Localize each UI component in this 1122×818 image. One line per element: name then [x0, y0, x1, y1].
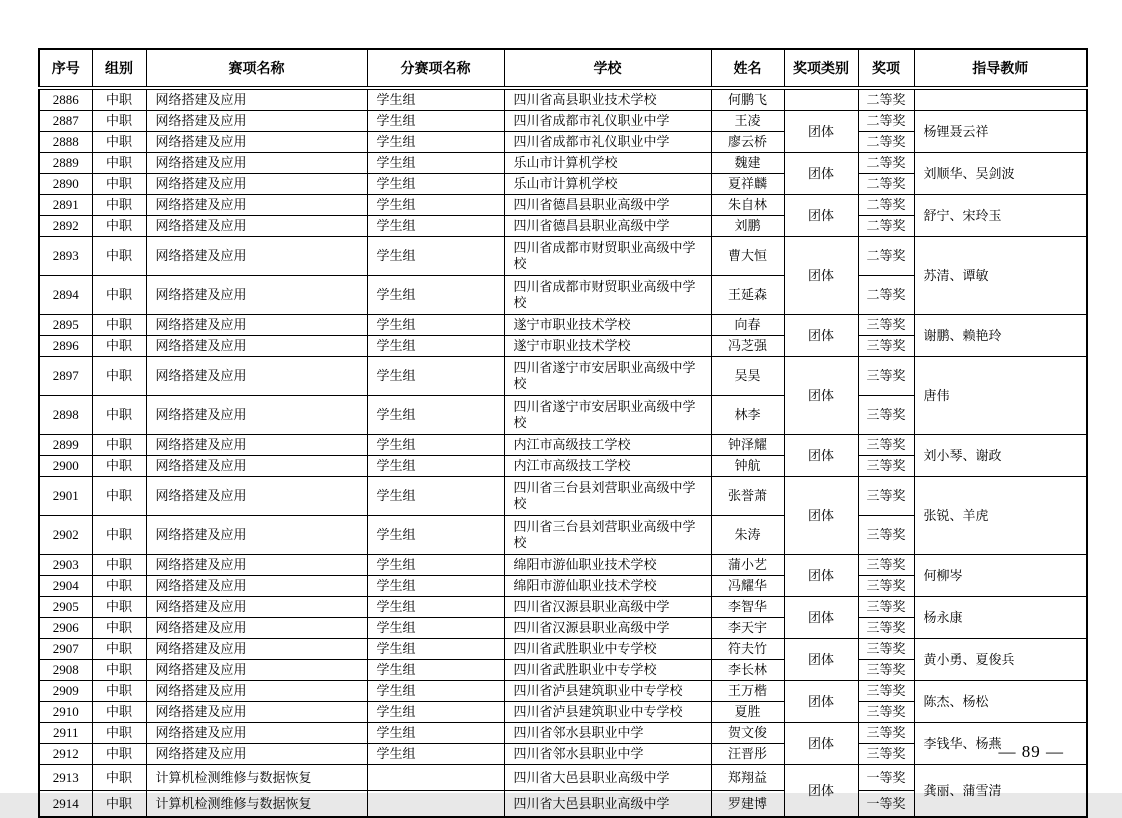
- cell-event-name: 网络搭建及应用: [146, 336, 367, 357]
- cell-group: 中职: [92, 456, 146, 477]
- cell-school: 四川省三台县刘营职业高级中学校: [504, 477, 711, 516]
- cell-group: 中职: [92, 639, 146, 660]
- cell-school: 绵阳市游仙职业技术学校: [504, 576, 711, 597]
- cell-student-name: 符夫竹: [711, 639, 784, 660]
- cell-serial: 2903: [39, 555, 92, 576]
- cell-school: 四川省成都市礼仪职业中学: [504, 132, 711, 153]
- cell-advisors: 李钱华、杨燕: [914, 723, 1087, 765]
- cell-award: 三等奖: [858, 681, 914, 702]
- cell-school: 内江市高级技工学校: [504, 456, 711, 477]
- cell-event-name: 网络搭建及应用: [146, 456, 367, 477]
- cell-serial: 2887: [39, 111, 92, 132]
- table-row: [39, 315, 1087, 336]
- cell-event-name: 网络搭建及应用: [146, 681, 367, 702]
- cell-subevent-name: 学生组: [367, 618, 504, 639]
- cell-group: 中职: [92, 336, 146, 357]
- cell-serial: 2891: [39, 195, 92, 216]
- col-header-serial: 序号: [39, 49, 92, 88]
- cell-school: 四川省邻水县职业中学: [504, 723, 711, 744]
- cell-subevent-name: 学生组: [367, 576, 504, 597]
- cell-student-name: 刘鹏: [711, 216, 784, 237]
- cell-group: 中职: [92, 435, 146, 456]
- cell-award: 三等奖: [858, 639, 914, 660]
- cell-serial: 2914: [39, 791, 92, 818]
- cell-school: 四川省成都市财贸职业高级中学校: [504, 276, 711, 315]
- cell-award-category: 团体: [784, 435, 858, 477]
- cell-student-name: 李天宇: [711, 618, 784, 639]
- cell-advisors: 苏清、谭敏: [914, 237, 1087, 315]
- cell-school: 四川省高县职业技术学校: [504, 88, 711, 111]
- cell-group: 中职: [92, 681, 146, 702]
- cell-subevent-name: 学生组: [367, 660, 504, 681]
- cell-advisors: 杨锂聂云祥: [914, 111, 1087, 153]
- cell-serial: 2910: [39, 702, 92, 723]
- cell-group: 中职: [92, 723, 146, 744]
- cell-event-name: 网络搭建及应用: [146, 357, 367, 396]
- cell-event-name: 网络搭建及应用: [146, 639, 367, 660]
- cell-advisors: 刘顺华、吴剑波: [914, 153, 1087, 195]
- cell-student-name: 夏祥麟: [711, 174, 784, 195]
- cell-group: 中职: [92, 315, 146, 336]
- cell-student-name: 钟航: [711, 456, 784, 477]
- cell-award: 二等奖: [858, 111, 914, 132]
- cell-subevent-name: 学生组: [367, 315, 504, 336]
- col-header-event-name: 赛项名称: [146, 49, 367, 88]
- cell-school: 内江市高级技工学校: [504, 435, 711, 456]
- cell-award: 三等奖: [858, 744, 914, 765]
- col-header-award-category: 奖项类别: [784, 49, 858, 88]
- cell-student-name: 王凌: [711, 111, 784, 132]
- cell-student-name: 何鹏飞: [711, 88, 784, 111]
- cell-group: 中职: [92, 516, 146, 555]
- cell-award-category: 团体: [784, 477, 858, 555]
- cell-event-name: 网络搭建及应用: [146, 276, 367, 315]
- cell-student-name: 曹大恒: [711, 237, 784, 276]
- cell-award: 二等奖: [858, 153, 914, 174]
- cell-student-name: 林李: [711, 396, 784, 435]
- table-row: [39, 681, 1087, 702]
- cell-event-name: 网络搭建及应用: [146, 660, 367, 681]
- cell-award: 三等奖: [858, 516, 914, 555]
- cell-award-category: 团体: [784, 237, 858, 315]
- cell-subevent-name: 学生组: [367, 357, 504, 396]
- table-row: [39, 237, 1087, 276]
- cell-award-category: 团体: [784, 153, 858, 195]
- cell-advisors: 黄小勇、夏俊兵: [914, 639, 1087, 681]
- cell-group: 中职: [92, 237, 146, 276]
- cell-group: 中职: [92, 555, 146, 576]
- cell-student-name: 冯耀华: [711, 576, 784, 597]
- cell-event-name: 网络搭建及应用: [146, 88, 367, 111]
- cell-award: 二等奖: [858, 132, 914, 153]
- cell-event-name: 网络搭建及应用: [146, 618, 367, 639]
- cell-subevent-name: 学生组: [367, 723, 504, 744]
- cell-award: 三等奖: [858, 456, 914, 477]
- cell-student-name: 贺文俊: [711, 723, 784, 744]
- cell-serial: 2899: [39, 435, 92, 456]
- cell-award: 三等奖: [858, 702, 914, 723]
- cell-award: 三等奖: [858, 660, 914, 681]
- cell-subevent-name: 学生组: [367, 435, 504, 456]
- cell-serial: 2909: [39, 681, 92, 702]
- col-header-school: 学校: [504, 49, 711, 88]
- cell-award: 三等奖: [858, 723, 914, 744]
- cell-award-category: 团体: [784, 315, 858, 357]
- cell-school: 四川省德昌县职业高级中学: [504, 216, 711, 237]
- cell-group: 中职: [92, 111, 146, 132]
- cell-student-name: 李智华: [711, 597, 784, 618]
- cell-award-category: 团体: [784, 723, 858, 765]
- cell-school: 乐山市计算机学校: [504, 174, 711, 195]
- cell-event-name: 网络搭建及应用: [146, 132, 367, 153]
- col-header-group: 组别: [92, 49, 146, 88]
- cell-event-name: 计算机检测维修与数据恢复: [146, 791, 367, 818]
- cell-award: 三等奖: [858, 315, 914, 336]
- cell-subevent-name: 学生组: [367, 597, 504, 618]
- cell-subevent-name: 学生组: [367, 477, 504, 516]
- cell-group: 中职: [92, 174, 146, 195]
- cell-advisors: [914, 88, 1087, 111]
- cell-serial: 2888: [39, 132, 92, 153]
- cell-student-name: 夏胜: [711, 702, 784, 723]
- cell-school: 遂宁市职业技术学校: [504, 315, 711, 336]
- cell-serial: 2900: [39, 456, 92, 477]
- cell-group: 中职: [92, 576, 146, 597]
- cell-award: 三等奖: [858, 336, 914, 357]
- cell-group: 中职: [92, 396, 146, 435]
- cell-subevent-name: [367, 791, 504, 818]
- table-row: [39, 597, 1087, 618]
- cell-advisors: 舒宁、宋玲玉: [914, 195, 1087, 237]
- cell-student-name: 钟泽耀: [711, 435, 784, 456]
- cell-subevent-name: 学生组: [367, 216, 504, 237]
- cell-school: 四川省成都市礼仪职业中学: [504, 111, 711, 132]
- table-row: [39, 195, 1087, 216]
- table-row: [39, 111, 1087, 132]
- table-row: [39, 765, 1087, 791]
- cell-advisors: 何柳岑: [914, 555, 1087, 597]
- cell-event-name: 网络搭建及应用: [146, 315, 367, 336]
- cell-serial: 2906: [39, 618, 92, 639]
- table-row: [39, 639, 1087, 660]
- cell-event-name: 网络搭建及应用: [146, 516, 367, 555]
- page-number: — 89 —: [998, 742, 1064, 761]
- cell-serial: 2905: [39, 597, 92, 618]
- cell-subevent-name: 学生组: [367, 174, 504, 195]
- cell-serial: 2911: [39, 723, 92, 744]
- cell-event-name: 网络搭建及应用: [146, 576, 367, 597]
- cell-subevent-name: 学生组: [367, 111, 504, 132]
- cell-student-name: 魏建: [711, 153, 784, 174]
- cell-serial: 2894: [39, 276, 92, 315]
- cell-subevent-name: 学生组: [367, 681, 504, 702]
- cell-subevent-name: 学生组: [367, 744, 504, 765]
- cell-serial: 2892: [39, 216, 92, 237]
- cell-school: 四川省武胜职业中专学校: [504, 660, 711, 681]
- cell-event-name: 计算机检测维修与数据恢复: [146, 765, 367, 791]
- cell-serial: 2886: [39, 88, 92, 111]
- col-header-advisors: 指导教师: [914, 49, 1087, 88]
- cell-school: 四川省邻水县职业中学: [504, 744, 711, 765]
- cell-group: 中职: [92, 702, 146, 723]
- cell-school: 四川省成都市财贸职业高级中学校: [504, 237, 711, 276]
- cell-serial: 2904: [39, 576, 92, 597]
- cell-serial: 2898: [39, 396, 92, 435]
- cell-student-name: 罗建博: [711, 791, 784, 818]
- cell-award: 三等奖: [858, 435, 914, 456]
- cell-subevent-name: [367, 765, 504, 791]
- cell-group: 中职: [92, 132, 146, 153]
- cell-school: 四川省武胜职业中专学校: [504, 639, 711, 660]
- table-row: [39, 477, 1087, 516]
- cell-award-category: 团体: [784, 639, 858, 681]
- cell-event-name: 网络搭建及应用: [146, 216, 367, 237]
- cell-student-name: 蒲小艺: [711, 555, 784, 576]
- cell-event-name: 网络搭建及应用: [146, 111, 367, 132]
- cell-group: 中职: [92, 477, 146, 516]
- table-row: [39, 723, 1087, 744]
- cell-award: 三等奖: [858, 618, 914, 639]
- cell-event-name: 网络搭建及应用: [146, 195, 367, 216]
- cell-award: 二等奖: [858, 216, 914, 237]
- cell-group: 中职: [92, 765, 146, 791]
- cell-group: 中职: [92, 744, 146, 765]
- cell-student-name: 李长林: [711, 660, 784, 681]
- cell-serial: 2902: [39, 516, 92, 555]
- cell-school: 四川省泸县建筑职业中专学校: [504, 702, 711, 723]
- cell-school: 四川省德昌县职业高级中学: [504, 195, 711, 216]
- cell-award-category: [784, 88, 858, 111]
- cell-serial: 2896: [39, 336, 92, 357]
- cell-group: 中职: [92, 88, 146, 111]
- cell-group: 中职: [92, 597, 146, 618]
- cell-event-name: 网络搭建及应用: [146, 744, 367, 765]
- cell-award: 二等奖: [858, 237, 914, 276]
- table-row: [39, 357, 1087, 396]
- cell-student-name: 冯芝强: [711, 336, 784, 357]
- cell-serial: 2913: [39, 765, 92, 791]
- cell-award: 二等奖: [858, 88, 914, 111]
- cell-student-name: 廖云桥: [711, 132, 784, 153]
- cell-award-category: 团体: [784, 765, 858, 818]
- cell-award-category: 团体: [784, 681, 858, 723]
- cell-student-name: 向春: [711, 315, 784, 336]
- cell-student-name: 朱涛: [711, 516, 784, 555]
- table-header: [39, 49, 1087, 88]
- cell-serial: 2912: [39, 744, 92, 765]
- cell-advisors: 陈杰、杨松: [914, 681, 1087, 723]
- cell-award: 三等奖: [858, 576, 914, 597]
- cell-event-name: 网络搭建及应用: [146, 153, 367, 174]
- cell-school: 四川省汉源县职业高级中学: [504, 618, 711, 639]
- table-body: [39, 88, 1087, 817]
- cell-event-name: 网络搭建及应用: [146, 174, 367, 195]
- col-header-award: 奖项: [858, 49, 914, 88]
- cell-serial: 2901: [39, 477, 92, 516]
- cell-group: 中职: [92, 276, 146, 315]
- cell-group: 中职: [92, 791, 146, 818]
- cell-event-name: 网络搭建及应用: [146, 723, 367, 744]
- cell-school: 遂宁市职业技术学校: [504, 336, 711, 357]
- cell-school: 四川省遂宁市安居职业高级中学校: [504, 357, 711, 396]
- cell-subevent-name: 学生组: [367, 516, 504, 555]
- cell-event-name: 网络搭建及应用: [146, 237, 367, 276]
- cell-award-category: 团体: [784, 357, 858, 435]
- cell-serial: 2907: [39, 639, 92, 660]
- cell-award-category: 团体: [784, 195, 858, 237]
- cell-school: 四川省泸县建筑职业中专学校: [504, 681, 711, 702]
- cell-subevent-name: 学生组: [367, 555, 504, 576]
- cell-advisors: 龚丽、蒲雪清: [914, 765, 1087, 818]
- cell-award: 二等奖: [858, 174, 914, 195]
- cell-subevent-name: 学生组: [367, 88, 504, 111]
- cell-award: 三等奖: [858, 357, 914, 396]
- col-header-subevent-name: 分赛项名称: [367, 49, 504, 88]
- cell-serial: 2897: [39, 357, 92, 396]
- cell-award-category: 团体: [784, 111, 858, 153]
- cell-subevent-name: 学生组: [367, 132, 504, 153]
- cell-event-name: 网络搭建及应用: [146, 702, 367, 723]
- cell-school: 绵阳市游仙职业技术学校: [504, 555, 711, 576]
- table-row: [39, 555, 1087, 576]
- cell-subevent-name: 学生组: [367, 276, 504, 315]
- cell-award: 三等奖: [858, 555, 914, 576]
- cell-award-category: 团体: [784, 555, 858, 597]
- cell-subevent-name: 学生组: [367, 153, 504, 174]
- cell-serial: 2908: [39, 660, 92, 681]
- cell-student-name: 张誉萧: [711, 477, 784, 516]
- col-header-student-name: 姓名: [711, 49, 784, 88]
- cell-subevent-name: 学生组: [367, 336, 504, 357]
- cell-subevent-name: 学生组: [367, 456, 504, 477]
- cell-award: 三等奖: [858, 597, 914, 618]
- cell-event-name: 网络搭建及应用: [146, 396, 367, 435]
- cell-award: 三等奖: [858, 477, 914, 516]
- cell-event-name: 网络搭建及应用: [146, 435, 367, 456]
- cell-group: 中职: [92, 216, 146, 237]
- cell-subevent-name: 学生组: [367, 195, 504, 216]
- cell-school: 四川省汉源县职业高级中学: [504, 597, 711, 618]
- cell-advisors: 张锐、羊虎: [914, 477, 1087, 555]
- cell-subevent-name: 学生组: [367, 702, 504, 723]
- cell-event-name: 网络搭建及应用: [146, 555, 367, 576]
- cell-serial: 2889: [39, 153, 92, 174]
- cell-group: 中职: [92, 195, 146, 216]
- cell-group: 中职: [92, 357, 146, 396]
- cell-subevent-name: 学生组: [367, 396, 504, 435]
- table-row: [39, 88, 1087, 111]
- cell-event-name: 网络搭建及应用: [146, 597, 367, 618]
- cell-serial: 2893: [39, 237, 92, 276]
- cell-group: 中职: [92, 618, 146, 639]
- cell-advisors: 杨永康: [914, 597, 1087, 639]
- cell-student-name: 吴昊: [711, 357, 784, 396]
- cell-subevent-name: 学生组: [367, 237, 504, 276]
- cell-award: 一等奖: [858, 765, 914, 791]
- cell-student-name: 王万楷: [711, 681, 784, 702]
- cell-school: 四川省大邑县职业高级中学: [504, 765, 711, 791]
- cell-school: 乐山市计算机学校: [504, 153, 711, 174]
- table-row: [39, 153, 1087, 174]
- cell-event-name: 网络搭建及应用: [146, 477, 367, 516]
- cell-student-name: 汪晋彤: [711, 744, 784, 765]
- awards-table: [38, 48, 1088, 818]
- cell-subevent-name: 学生组: [367, 639, 504, 660]
- cell-serial: 2895: [39, 315, 92, 336]
- cell-advisors: 谢鹏、赖艳玲: [914, 315, 1087, 357]
- cell-school: 四川省遂宁市安居职业高级中学校: [504, 396, 711, 435]
- cell-award-category: 团体: [784, 597, 858, 639]
- cell-school: 四川省大邑县职业高级中学: [504, 791, 711, 818]
- cell-award: 一等奖: [858, 791, 914, 818]
- cell-serial: 2890: [39, 174, 92, 195]
- cell-group: 中职: [92, 153, 146, 174]
- cell-student-name: 郑翔益: [711, 765, 784, 791]
- cell-student-name: 王延森: [711, 276, 784, 315]
- cell-award: 二等奖: [858, 276, 914, 315]
- cell-student-name: 朱自林: [711, 195, 784, 216]
- cell-advisors: 刘小琴、谢政: [914, 435, 1087, 477]
- cell-award: 二等奖: [858, 195, 914, 216]
- cell-school: 四川省三台县刘营职业高级中学校: [504, 516, 711, 555]
- cell-award: 三等奖: [858, 396, 914, 435]
- cell-advisors: 唐伟: [914, 357, 1087, 435]
- cell-group: 中职: [92, 660, 146, 681]
- table-row: [39, 435, 1087, 456]
